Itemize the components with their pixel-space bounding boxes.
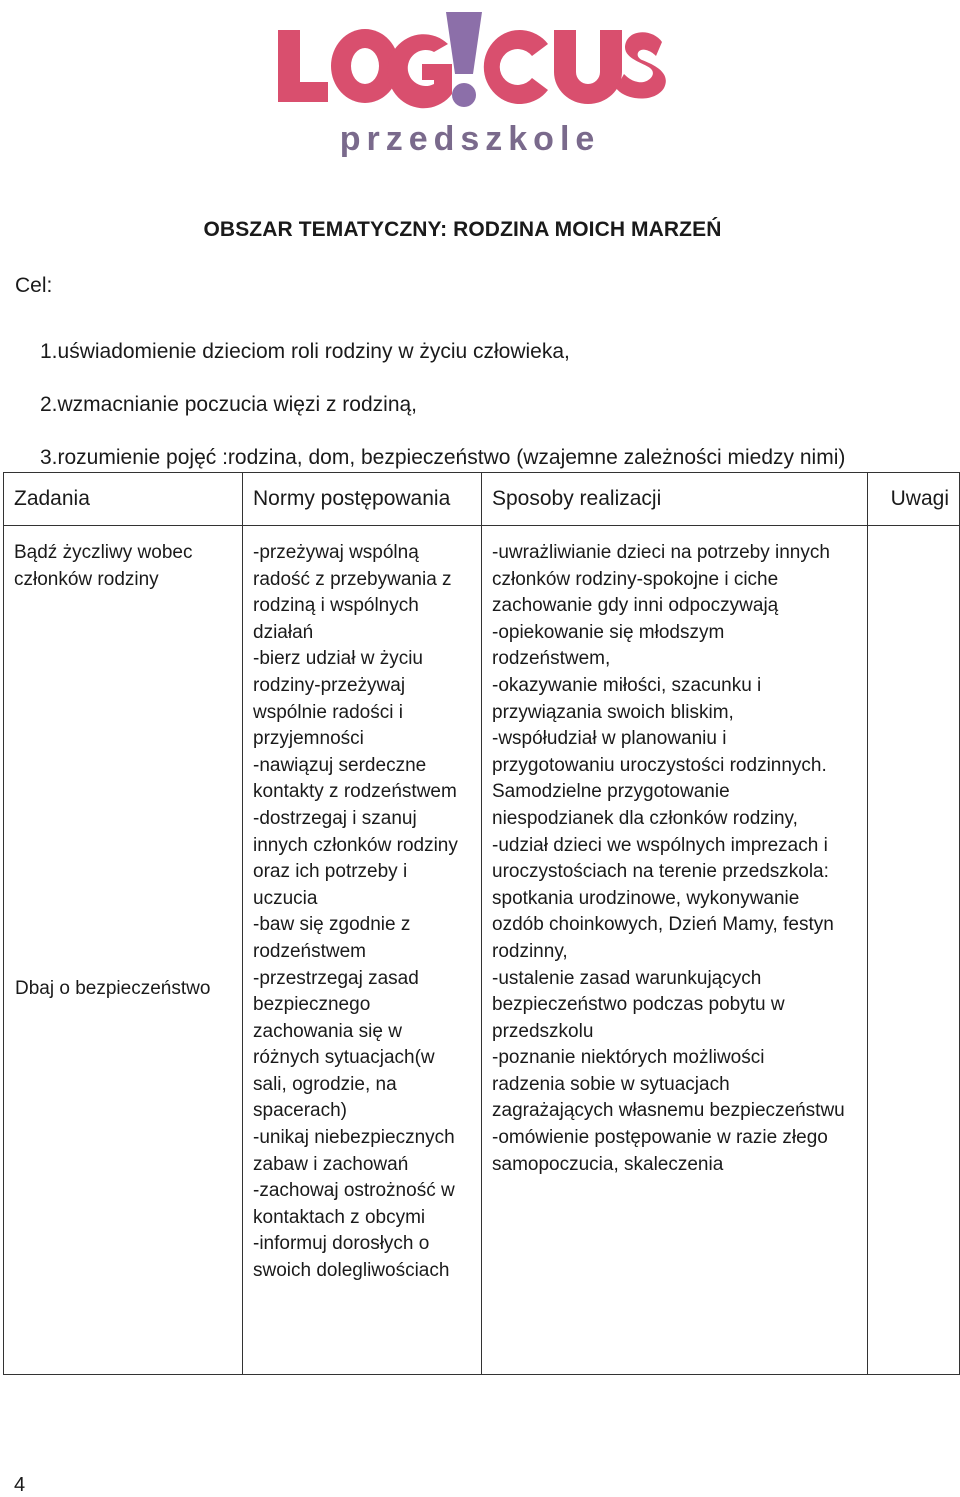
method-line: członków rodziny-spokojne i ciche [492,568,779,590]
norm-line: uczucia [253,887,318,909]
task-line: Dbaj o bezpieczeństwo [15,978,211,999]
method-line: samopoczucia, skaleczenia [492,1153,724,1175]
goal-item: 3.rozumienie pojęć :rodzina, dom, bezpieczeństwo (wzajemne zależności miedzy nimi) [40,446,846,469]
logicus-logo [270,8,670,168]
method-line: przedszkolu [492,1020,594,1042]
method-line: -poznanie niektórych możliwości [492,1047,765,1069]
header-norms: Normy postępowania [243,473,482,526]
method-line: przywiązania swoich bliskim, [492,701,734,723]
norm-line: zachowania się w [253,1020,402,1042]
norm-line: -unikaj niebezpiecznych [253,1127,455,1149]
norm-line: -baw się zgodnie z [253,914,411,936]
norm-line: wspólnie radości i [253,701,403,723]
notes-text [868,526,959,540]
method-line: uroczystościach na terenie przedszkola: [492,861,829,883]
norm-line: -dostrzegaj i szanuj [253,807,417,829]
table-header-row [4,473,960,526]
norm-line: przyjemności [253,728,364,750]
methods-cell [482,526,868,1375]
norm-line: różnych sytuacjach(w [253,1047,435,1069]
norm-line: rodziną i wspólnych [253,595,419,617]
method-line: -ustalenie zasad warunkujących [492,967,762,989]
logo-wordmark [278,12,666,108]
norm-line: -przestrzegaj zasad [253,967,419,989]
norm-line: -informuj dorosłych o [253,1233,430,1255]
method-line: -współudział w planowaniu i [492,728,727,750]
page-number: 4 [14,1474,26,1496]
method-line: -udział dzieci we wspólnych imprezach i [492,834,828,856]
method-line: Samodzielne przygotowanie [492,781,730,803]
method-line: -uwrażliwianie dzieci na potrzeby innych [492,542,830,563]
tasks-cell [4,526,243,1375]
table-row [4,526,960,1375]
header-methods: Sposoby realizacji [482,473,868,526]
method-line: -okazywanie miłości, szacunku i [492,674,762,696]
norm-line: działań [253,621,314,643]
norm-line: kontakty z rodzeństwem [253,781,457,803]
method-line: -opiekowanie się młodszym [492,621,725,643]
logo-subtitle: przedszkole [339,120,601,158]
method-line: niespodzianek dla członków rodziny, [492,807,798,829]
norm-line: -zachowaj ostrożność w [253,1180,455,1202]
norm-line: bezpiecznego [253,994,371,1016]
method-line: spotkania urodzinowe, wykonywanie [492,887,800,909]
method-line: przygotowaniu uroczystości rodzinnych. [492,754,827,776]
method-line: zagrażających własnemu bezpieczeństwu [492,1100,845,1122]
task-line: Bądź życzliwy wobec [14,542,193,563]
norm-line: kontaktach z obcymi [253,1206,426,1228]
norm-line: -przeżywaj wspólną [253,542,419,563]
plan-table [3,472,960,1375]
method-line: rodzeństwem, [492,648,611,670]
page-title: OBSZAR TEMATYCZNY: RODZINA MOICH MARZEŃ [203,218,722,241]
norms-cell [243,526,482,1375]
method-line: zachowanie gdy inni odpoczywają [492,595,779,617]
norm-line: radość z przebywania z [253,568,452,590]
norm-line: sali, ogrodzie, na [253,1073,397,1095]
norm-line: -nawiązuj serdeczne [253,754,427,776]
norm-line: innych członków rodziny [253,834,458,856]
header-tasks: Zadania [4,473,243,526]
goal-label: Cel: [15,274,53,297]
method-line: radzenia sobie w sytuacjach [492,1073,730,1095]
task-line: członków rodziny [14,568,159,590]
norm-line: -bierz udział w życiu [253,648,423,670]
norm-line: rodzeństwem [253,940,366,962]
method-line: ozdób choinkowych, Dzień Mamy, festyn [492,914,834,936]
header-notes: Uwagi [868,473,960,526]
goal-item: 2.wzmacnianie poczucia więzi z rodziną, [40,393,418,416]
method-line: rodzinny, [492,940,568,962]
norm-line: oraz ich potrzeby i [253,861,408,883]
method-line: bezpieczeństwo podczas pobytu w [492,994,785,1016]
goal-item: 1.uświadomienie dzieciom roli rodziny w życiu człowieka, [40,340,570,363]
method-line: -omówienie postępowanie w razie złego [492,1127,828,1149]
norm-line: zabaw i zachowań [253,1153,409,1175]
goals-list [40,325,845,484]
norm-line: rodziny-przeżywaj [253,674,406,696]
norm-line: spacerach) [253,1100,347,1122]
notes-cell [868,526,960,1375]
norm-line: swoich dolegliwościach [253,1260,450,1282]
